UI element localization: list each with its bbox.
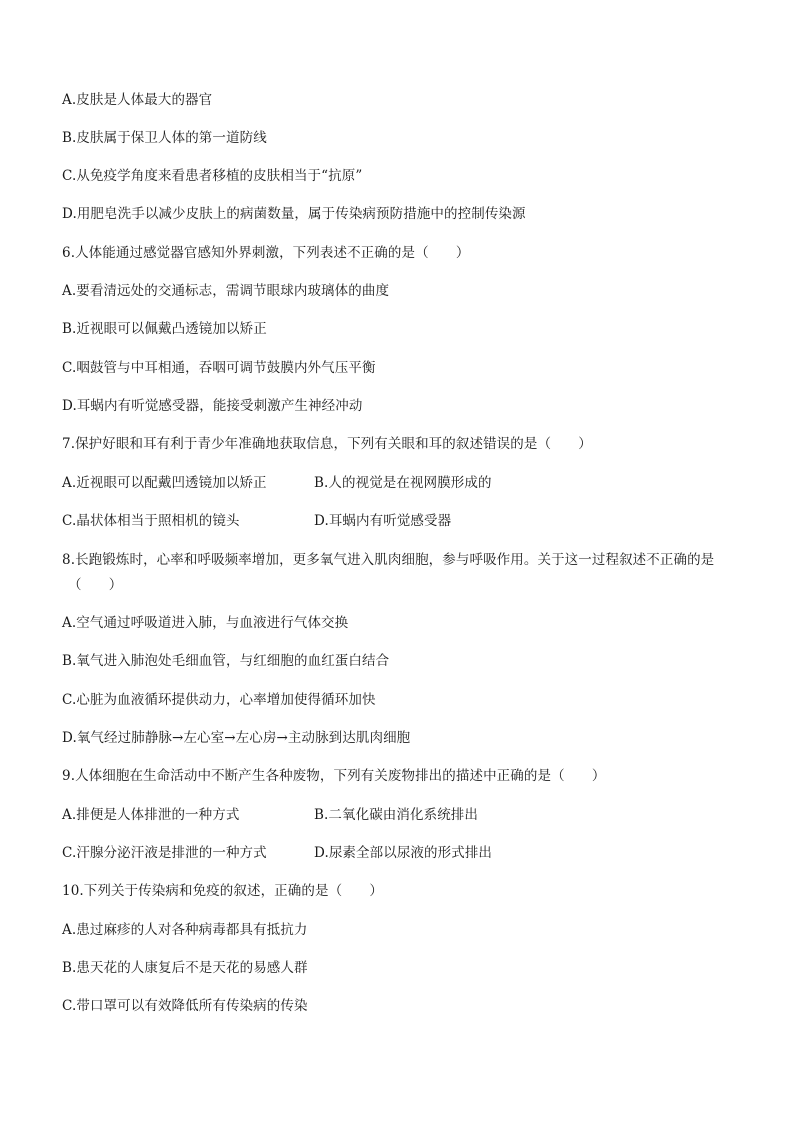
option-8a: A.空气通过呼吸道进入肺，与血液进行气体交换 [62, 615, 349, 631]
question-8: 8.长跑锻炼时，心率和呼吸频率增加，更多氧气进入肌肉细胞，参与呼吸作用。关于这一过程叙述不正确的是 [62, 552, 715, 568]
option-8d: D.氧气经过肺静脉→左心室→左心房→主动脉到达肌肉细胞 [62, 730, 411, 746]
option-5a: A.皮肤是人体最大的器官 [62, 92, 213, 108]
option-6d: D.耳蜗内有听觉感受器，能接受刺激产生神经冲动 [62, 398, 363, 414]
question-9: 9.人体细胞在生命活动中不断产生各种废物，下列有关废物排出的描述中正确的是（ ） [62, 768, 606, 784]
option-10b: B.患天花的人康复后不是天花的易感人群 [62, 960, 308, 976]
option-6c: C.咽鼓管与中耳相通，吞咽可调节鼓膜内外气压平衡 [62, 360, 376, 376]
option-8c: C.心脏为血液循环提供动力，心率增加使得循环加快 [62, 692, 376, 708]
option-9d: D.尿素全部以尿液的形式排出 [314, 845, 493, 861]
option-8b: B.氧气进入肺泡处毛细血管，与红细胞的血红蛋白结合 [62, 653, 390, 669]
question-10: 10.下列关于传染病和免疫的叙述，正确的是（ ） [62, 883, 383, 899]
option-9b: B.二氧化碳由消化系统排出 [314, 807, 479, 823]
option-6b: B.近视眼可以佩戴凸透镜加以矫正 [62, 321, 267, 337]
question-8-blank: （ ） [68, 577, 123, 593]
option-10a: A.患过麻疹的人对各种病毒都具有抵抗力 [62, 922, 308, 938]
question-7: 7.保护好眼和耳有利于青少年准确地获取信息，下列有关眼和耳的叙述错误的是（ ） [62, 436, 592, 452]
option-row-7ab [62, 473, 267, 493]
option-9a: A.排便是人体排泄的一种方式 [62, 807, 240, 823]
option-6a: A.要看清远处的交通标志，需调节眼球内玻璃体的曲度 [62, 283, 390, 299]
option-10c: C.带口罩可以有效降低所有传染病的传染 [62, 998, 308, 1014]
option-7c: C.晶状体相当于照相机的镜头 [62, 513, 240, 529]
option-5b: B.皮肤属于保卫人体的第一道防线 [62, 130, 267, 146]
option-7b: B.人的视觉是在视网膜形成的 [314, 475, 492, 491]
question-6: 6.人体能通过感觉器官感知外界刺激，下列表述不正确的是（ ） [62, 245, 470, 261]
option-9c: C.汗腺分泌汗液是排泄的一种方式 [62, 845, 267, 861]
option-5c: C.从免疫学角度来看患者移植的皮肤相当于“抗原” [62, 168, 363, 184]
option-7d: D.耳蜗内有听觉感受器 [314, 513, 452, 529]
option-7a: A.近视眼可以配戴凹透镜加以矫正 [62, 475, 267, 491]
option-5d: D.用肥皂洗手以减少皮肤上的病菌数量，属于传染病预防措施中的控制传染源 [62, 206, 526, 222]
